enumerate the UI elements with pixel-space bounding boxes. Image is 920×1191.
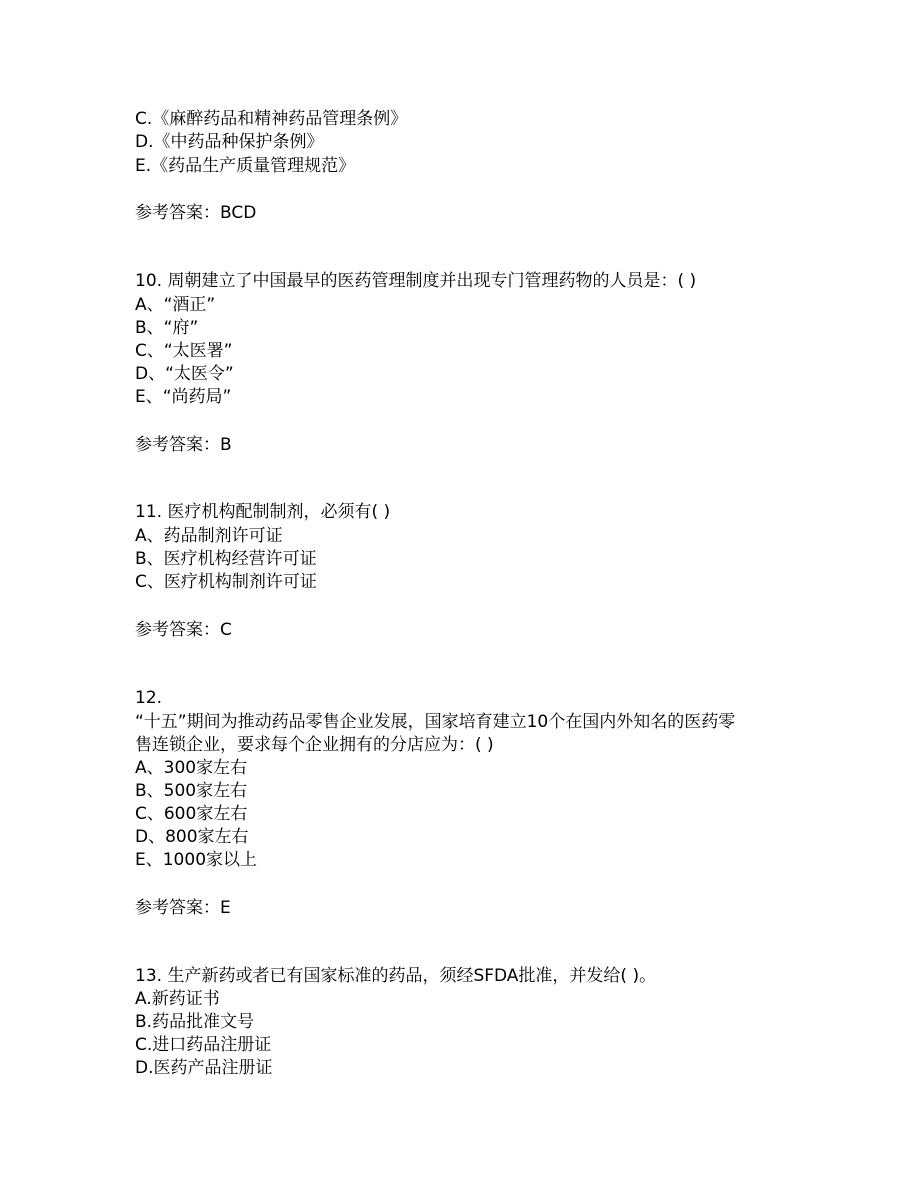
q13-option-a: A.新药证书: [135, 989, 220, 1009]
q10-stem: 10. 周朝建立了中国最早的医药管理制度并出现专门管理药物的人员是：( ): [135, 271, 697, 291]
q12-option-d: D、800家左右: [135, 827, 249, 847]
q12-option-a: A、300家左右: [135, 758, 248, 778]
q13-stem: 13. 生产新药或者已有国家标准的药品，须经SFDA批准，并发给( )。: [135, 966, 657, 986]
q10-option-b: B、“府”: [135, 318, 199, 338]
q9-answer: 参考答案：BCD: [135, 203, 257, 223]
q10-option-a: A、“酒正”: [135, 295, 216, 315]
q10-option-d: D、“太医令”: [135, 364, 234, 384]
q10-answer: 参考答案：B: [135, 435, 232, 455]
q13-option-c: C.进口药品注册证: [135, 1035, 272, 1055]
q13-option-d: D.医药产品注册证: [135, 1058, 273, 1078]
q12-number: 12.: [135, 688, 163, 708]
q12-stem-line1: “十五”期间为推动药品零售企业发展，国家培育建立10个在国内外知名的医药零: [135, 712, 736, 732]
q13-option-b: B.药品批准文号: [135, 1012, 255, 1032]
q11-option-c: C、医疗机构制剂许可证: [135, 572, 317, 592]
q9-option-c: C.《麻醉药品和精神药品管理条例》: [135, 109, 408, 129]
q10-option-c: C、“太医署”: [135, 341, 233, 361]
q12-option-c: C、600家左右: [135, 804, 248, 824]
q12-option-b: B、500家左右: [135, 781, 248, 801]
q9-option-e: E.《药品生产质量管理规范》: [135, 156, 356, 176]
q12-stem-line2: 售连锁企业，要求每个企业拥有的分店应为：( ): [135, 735, 494, 755]
q11-option-a: A、药品制剂许可证: [135, 526, 283, 546]
q10-option-e: E、“尚药局”: [135, 387, 232, 407]
q11-stem: 11. 医疗机构配制制剂，必须有( ): [135, 502, 391, 522]
q11-option-b: B、医疗机构经营许可证: [135, 549, 317, 569]
q12-option-e: E、1000家以上: [135, 850, 258, 870]
q12-answer: 参考答案：E: [135, 898, 231, 918]
q9-option-d: D.《中药品种保护条例》: [135, 132, 324, 152]
q11-answer: 参考答案：C: [135, 620, 232, 640]
